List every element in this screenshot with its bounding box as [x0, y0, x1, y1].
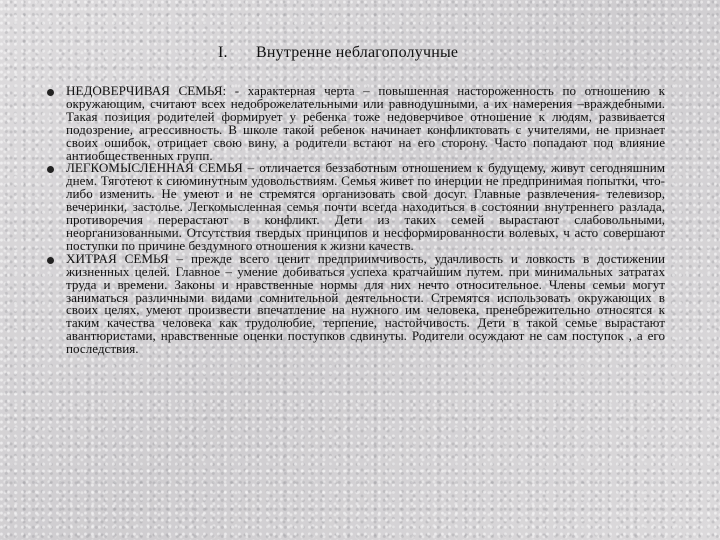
bullet-list	[47, 85, 665, 356]
item-description: – отличается беззаботным отношением к будущему, живут сегодняшним днем. Тяготеют к сиюминутным удовольствиям. Семья живет по инерции не предпринимая попытки, что-либо изменить. Не умеют и не стремятся организовать свой досуг. Главные развлечения- телевизор, вечеринки, застолье. Легкомысленная семья почти всегда находиться в состоянии внутреннего разлада, противоречия перерастают в конфликт. Дети из таких семей вырастают слабовольными, неорганизованными. Отсутствия твердых принципов и несформированности волевых, ч асто совершают поступки по причине бездумного отношения к жизни качеств.	[66, 160, 665, 253]
slide-title	[218, 44, 458, 62]
item-term: ХИТРАЯ СЕМЬЯ	[66, 250, 169, 266]
bullet-icon	[47, 257, 54, 264]
item-description: – прежде всего ценит предприимчивость, удачливость и ловкость в достижении жизненных целей. Главное – умение добиваться успеха кратчайшим путем. при минимальных затратах труда и времени. Законы и нравственные нормы для них нечто относительное. Члены семьи могут заниматься различными видами сомнительной деятельности. Стремятся использовать окружающих в своих целях, умеют произвести впечатление на нужного им человека, пренебрежительно относятся к таким качества человека как трудолюбие, терпение, настойчивость. Дети в такой семье вырастают авантюристами, нравственные оценки поступков сдвинуты. Родители осуждают не сам поступок , а его последствия.	[66, 250, 665, 357]
list-item	[47, 162, 665, 252]
bullet-icon	[47, 89, 54, 96]
title-number: I.	[218, 44, 228, 61]
bullet-icon	[47, 166, 54, 173]
list-item-text	[66, 162, 665, 252]
title-text: Внутренне неблагополучные	[256, 44, 459, 61]
list-item-text	[66, 250, 665, 357]
item-term: ЛЕГКОМЫСЛЕННАЯ СЕМЬЯ	[66, 160, 243, 176]
list-item	[47, 85, 665, 162]
list-item	[47, 250, 665, 357]
list-item-text	[66, 85, 665, 162]
item-term: НЕДОВЕРЧИВАЯ СЕМЬЯ	[66, 83, 223, 98]
item-description: : - характерная черта – повышенная настороженность по отношению к окружающим, считают всех недоброжелательными или равнодушными, а их намерения –враждебными. Такая позиция родителей формирует у ребенка тоже недоверчивое отношение к людям, развивается подозрение, агрессивность. В школе такой ребенок начинает конфликтовать с учителями, не признает своих ошибок, отрицает свою вину, а родители встают на его сторону. Часто попадают под влияние антиобщественных групп.	[66, 83, 666, 163]
